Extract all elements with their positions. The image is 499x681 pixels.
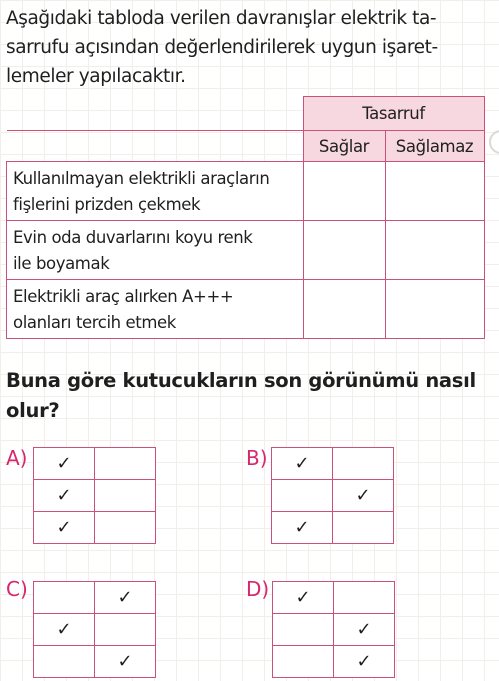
option-a-cell — [95, 480, 156, 512]
behavior-table — [6, 96, 485, 339]
behavior-cell — [7, 221, 304, 280]
behavior-line: olanları tercih etmek — [13, 313, 176, 332]
answer-box-saglamaz[interactable] — [385, 162, 484, 221]
option-b-cell — [333, 448, 394, 480]
option-b-grid[interactable] — [271, 447, 394, 544]
question-text — [6, 366, 496, 426]
option-d-cell: ✓ — [273, 582, 334, 614]
option-c-letter[interactable]: C) — [6, 577, 28, 601]
option-b-letter[interactable]: B) — [246, 446, 268, 470]
option-c-cell — [34, 582, 95, 614]
option-d-cell: ✓ — [334, 614, 395, 646]
table-blank-corner — [7, 97, 304, 131]
option-a-cell: ✓ — [34, 512, 95, 544]
column-header-saglamaz: Sağlamaz — [385, 131, 484, 162]
option-b-cell: ✓ — [333, 480, 394, 512]
behavior-line: Evin oda duvarlarını koyu renk — [13, 228, 253, 247]
table-row — [7, 221, 485, 280]
behavior-line: Elektrikli araç alırken A+++ — [13, 287, 234, 306]
answer-box-saglamaz[interactable] — [385, 221, 484, 280]
option-a-cell: ✓ — [34, 448, 95, 480]
option-b-cell: ✓ — [272, 448, 333, 480]
intro-line: Aşağıdaki tabloda verilen davranışlar elektrik ta- — [6, 8, 437, 29]
option-a-grid[interactable] — [33, 447, 156, 544]
option-d-letter[interactable]: D) — [246, 577, 270, 601]
answer-box-saglar[interactable] — [303, 221, 385, 280]
answer-box-saglamaz[interactable] — [385, 280, 484, 339]
option-c-cell: ✓ — [95, 582, 156, 614]
table-blank-corner — [7, 131, 304, 162]
option-a-letter[interactable]: A) — [6, 446, 28, 470]
option-c-grid[interactable] — [33, 581, 156, 678]
question-line: olur? — [6, 399, 60, 422]
option-a-cell — [95, 512, 156, 544]
edge-circle-decoration — [489, 130, 499, 154]
option-d-cell: ✓ — [334, 646, 395, 678]
option-c-cell: ✓ — [34, 614, 95, 646]
answer-box-saglar[interactable] — [303, 280, 385, 339]
option-d-cell — [273, 646, 334, 678]
behavior-line: ile boyamak — [13, 254, 110, 273]
intro-text — [6, 4, 494, 91]
behavior-cell — [7, 280, 304, 339]
option-d-cell — [334, 582, 395, 614]
option-c-cell: ✓ — [95, 646, 156, 678]
question-line: Buna göre kutucukların son görünümü nasıl — [6, 369, 476, 392]
option-b-cell — [333, 512, 394, 544]
option-b-cell: ✓ — [272, 512, 333, 544]
intro-line: lemeler yapılacaktır. — [6, 66, 186, 87]
option-d-grid[interactable] — [272, 581, 395, 678]
answer-box-saglar[interactable] — [303, 162, 385, 221]
behavior-cell — [7, 162, 304, 221]
option-c-cell — [95, 614, 156, 646]
behavior-line: Kullanılmayan elektrikli araçların — [13, 169, 270, 188]
behavior-line: fişlerini prizden çekmek — [13, 195, 201, 214]
table-row — [7, 280, 485, 339]
option-d-cell — [273, 614, 334, 646]
option-a-cell — [95, 448, 156, 480]
intro-line: sarrufu açısından değerlendirilerek uygun işaret- — [6, 37, 438, 58]
table-row — [7, 162, 485, 221]
table-group-header: Tasarruf — [303, 97, 484, 131]
option-a-cell: ✓ — [34, 480, 95, 512]
option-c-cell — [34, 646, 95, 678]
column-header-saglar: Sağlar — [303, 131, 385, 162]
option-b-cell — [272, 480, 333, 512]
